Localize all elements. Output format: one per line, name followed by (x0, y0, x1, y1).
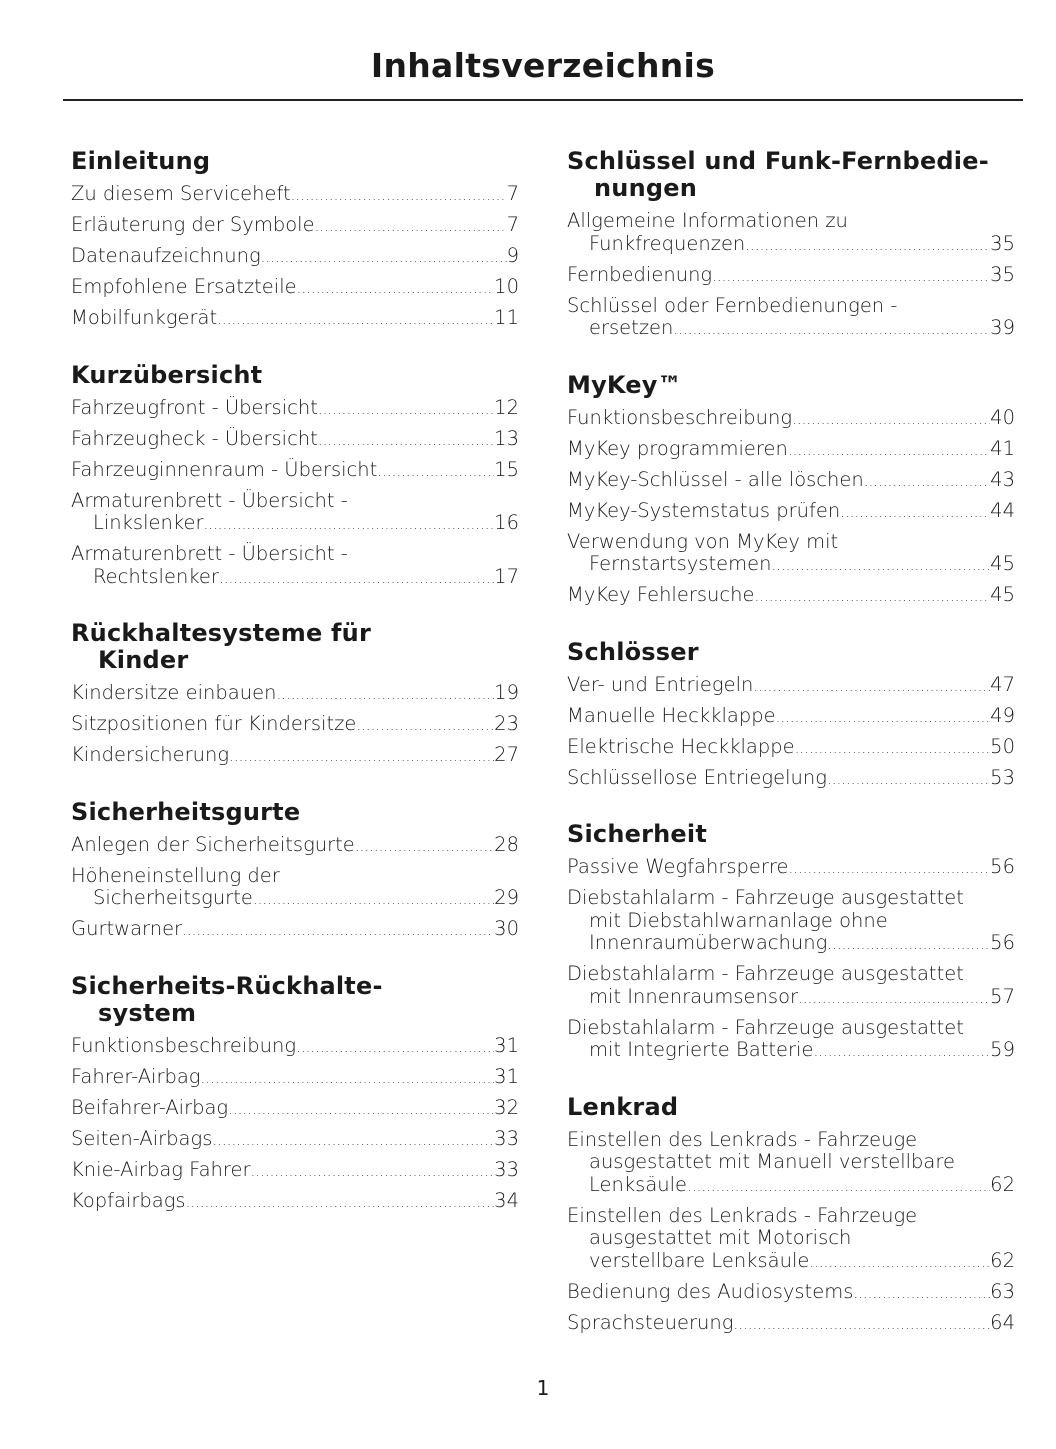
toc-entry-link[interactable] (567, 584, 1015, 608)
toc-entry-title: Bedienung des Audiosystems (567, 1279, 854, 1303)
toc-entry-page: 16 (494, 511, 519, 534)
dot-leader (788, 856, 990, 880)
dot-leader (827, 767, 990, 791)
toc-entry-link[interactable] (567, 1129, 1015, 1198)
toc-entry-page: 64 (990, 1310, 1015, 1334)
dot-leader (687, 1174, 990, 1198)
toc-entry-link[interactable] (71, 397, 519, 421)
dot-leader (182, 918, 494, 942)
toc-entry-last-line (567, 469, 1015, 493)
toc-entry-last-line (71, 1066, 519, 1090)
toc-entry-link[interactable] (71, 1066, 519, 1090)
toc-entry-title: Schlüssellose Entriegelung (567, 765, 827, 789)
toc-entry-page: 53 (990, 765, 1015, 789)
toc-entry-page: 28 (494, 832, 519, 856)
toc-entry-last-line (71, 1190, 519, 1214)
dot-leader (377, 459, 494, 483)
dot-leader (318, 397, 494, 421)
section-heading-line: MyKey™ (567, 370, 682, 399)
toc-entry-title: MyKey programmieren (567, 436, 788, 460)
toc-entry-link[interactable] (567, 887, 1015, 956)
toc-entry-link[interactable] (567, 469, 1015, 493)
toc-entry-title: Fernstartsystemen (589, 552, 772, 575)
dot-leader (219, 566, 494, 590)
dot-leader (792, 407, 990, 431)
dot-leader (356, 713, 494, 737)
toc-entry-title: Höheneinstellung der (71, 863, 280, 887)
section-heading (567, 1094, 1015, 1121)
toc-entry-link[interactable] (71, 428, 519, 452)
dot-leader (864, 469, 990, 493)
toc-entry-link[interactable] (567, 767, 1015, 791)
toc-entry-last-line (71, 512, 519, 536)
toc-entry-page: 19 (494, 681, 519, 704)
dot-leader (827, 932, 990, 956)
dot-leader (809, 1250, 990, 1274)
section-heading (567, 821, 1015, 848)
toc-column-right (567, 148, 1015, 1366)
toc-entry-page: 43 (990, 467, 1015, 491)
toc-entry-last-line (567, 317, 1015, 341)
toc-section (71, 973, 519, 1214)
dot-leader (201, 1066, 495, 1090)
toc-entry-page: 34 (494, 1188, 519, 1212)
toc-entry-title: Armaturenbrett - Übersicht - (71, 488, 348, 512)
toc-entry-link[interactable] (71, 1128, 519, 1152)
dot-leader (296, 1035, 494, 1059)
toc-entry-page: 56 (990, 855, 1015, 878)
section-heading (71, 799, 519, 826)
section-heading-line: Rückhaltesysteme für (71, 619, 371, 647)
toc-entry-title: Sprachsteuerung (567, 1310, 734, 1334)
toc-entry-title: MyKey Fehlersuche (567, 583, 755, 606)
toc-section (567, 372, 1015, 608)
toc-entry-page: 50 (990, 734, 1015, 758)
toc-entry-page: 10 (494, 275, 519, 298)
toc-entry-last-line (71, 887, 519, 911)
toc-entry-page: 9 (506, 244, 519, 267)
toc-entry-title: Einstellen des Lenkrads - Fahrzeuge (567, 1127, 918, 1151)
toc-entry-title: MyKey-Systemstatus prüfen (567, 498, 841, 522)
toc-entry-title: MyKey-Schlüssel - alle löschen (567, 467, 864, 491)
section-heading-line: Lenkrad (567, 1092, 679, 1121)
toc-entry-title: Diebstahlalarm - Fahrzeuge ausgestattet (567, 962, 964, 985)
toc-entry-link[interactable] (567, 210, 1015, 256)
toc-entry-title: Datenaufzeichnung (71, 244, 261, 267)
toc-entry-title: Passive Wegfahrsperre (567, 855, 789, 878)
toc-entry-last-line (567, 1281, 1015, 1305)
toc-entry-link[interactable] (567, 963, 1015, 1009)
toc-entry-page: 41 (990, 436, 1015, 460)
toc-entry-link[interactable] (71, 1097, 519, 1121)
dot-leader (251, 1159, 495, 1183)
section-heading-line: Kinder (98, 646, 189, 674)
toc-entry-title: Anlegen der Sicherheitsgurte (71, 832, 355, 856)
toc-entry-page: 17 (494, 564, 519, 588)
toc-entry-link[interactable] (71, 744, 519, 768)
toc-entry-last-line (71, 566, 519, 590)
toc-entry-page: 23 (494, 712, 519, 735)
dot-leader (754, 584, 990, 608)
toc-entry-link[interactable] (567, 295, 1015, 341)
section-heading-line: Sicherheitsgurte (71, 797, 301, 826)
dot-leader (795, 736, 991, 760)
dot-leader (840, 500, 990, 524)
dot-leader (228, 1097, 494, 1121)
toc-entry-link[interactable] (71, 245, 519, 269)
section-heading-line: system (98, 998, 197, 1027)
toc-entry-link[interactable] (71, 918, 519, 942)
toc-entry-last-line (71, 744, 519, 768)
toc-entry-page: 11 (494, 306, 519, 329)
toc-entry-page: 56 (990, 931, 1015, 954)
section-heading-line: Sicherheit (567, 820, 707, 848)
toc-entry-title: Kindersitze einbauen (71, 681, 277, 704)
toc-entry-title: ausgestattet mit Motorisch (589, 1226, 852, 1249)
toc-entry-title: mit Integrierte Batterie (589, 1038, 814, 1061)
toc-entry-page: 7 (506, 213, 519, 236)
toc-entry-title: Funktionsbeschreibung (567, 405, 793, 429)
toc-entry-page: 49 (990, 703, 1015, 727)
dot-leader (217, 307, 494, 331)
dot-leader (186, 1190, 495, 1214)
toc-section (71, 362, 519, 590)
toc-entry-title: Innenraumüberwachung (589, 931, 828, 954)
section-heading-line: Kurzübersicht (71, 360, 263, 389)
dot-leader (798, 986, 990, 1010)
toc-entry-page: 35 (990, 231, 1015, 255)
toc-entry-last-line (567, 856, 1015, 880)
toc-entry-page: 45 (990, 583, 1015, 606)
toc-entry-last-line (567, 932, 1015, 956)
toc-entry-title: Gurtwarner (71, 917, 183, 940)
dot-leader (261, 245, 507, 269)
toc-entry-title: Kopfairbags (71, 1188, 186, 1212)
toc-section (567, 821, 1015, 1063)
section-heading (71, 973, 519, 1027)
toc-entry-last-line (71, 428, 519, 452)
toc-entry-last-line (71, 1159, 519, 1183)
toc-entry-page: 15 (494, 457, 519, 481)
toc-entry-title: Sicherheitsgurte (93, 886, 253, 909)
toc-entry-title: verstellbare Lenksäule (589, 1248, 810, 1272)
dot-leader (733, 1312, 990, 1336)
dot-leader (203, 512, 494, 536)
toc-entry-title: Ver- und Entriegeln (567, 672, 754, 696)
toc-entry-link[interactable] (71, 1035, 519, 1059)
toc-entry-link[interactable] (71, 214, 519, 238)
toc-entry-link[interactable] (71, 1190, 519, 1214)
toc-entry-title: Fernbedienung (567, 262, 713, 286)
toc-entry-last-line (567, 1250, 1015, 1274)
toc-entry-last-line (71, 397, 519, 421)
toc-entry-title: Fahrzeugfront - Übersicht (71, 395, 318, 419)
toc-entry-last-line (567, 407, 1015, 431)
section-heading-line: Einleitung (71, 147, 211, 175)
dot-leader (712, 264, 990, 288)
toc-entry-last-line (567, 986, 1015, 1010)
toc-entry-title: Funktionsbeschreibung (71, 1033, 297, 1057)
toc-entry-title: Einstellen des Lenkrads - Fahrzeuge (567, 1203, 918, 1227)
toc-entry-page: 35 (990, 262, 1015, 286)
toc-entry-title: Kindersicherung (71, 743, 230, 766)
toc-entry-title: Manuelle Heckklappe (567, 703, 776, 727)
toc-entry-page: 62 (990, 1248, 1015, 1272)
toc-entry-title: Armaturenbrett - Übersicht - (71, 542, 348, 565)
dot-leader (788, 438, 990, 462)
toc-entry-page: 45 (990, 552, 1015, 575)
dot-leader (212, 1128, 494, 1152)
toc-section (567, 148, 1015, 341)
toc-entry-title: Schlüssel oder Fernbedienungen - (567, 293, 898, 317)
toc-entry-last-line (71, 214, 519, 238)
toc-entry-title: Fahrzeugheck - Übersicht (71, 426, 318, 450)
toc-entry-title: Allgemeine Informationen zu (567, 209, 848, 232)
toc-entry-link[interactable] (567, 1205, 1015, 1274)
toc-entry-link[interactable] (567, 1312, 1015, 1336)
section-heading (71, 362, 519, 389)
toc-entry-title: Seiten-Airbags (71, 1126, 213, 1150)
toc-entry-title: Mobilfunkgerät (71, 306, 218, 329)
section-heading (567, 148, 1015, 202)
dot-leader (776, 705, 991, 729)
toc-entry-title: Diebstahlalarm - Fahrzeuge ausgestattet (567, 886, 964, 909)
toc-entry-title: Empfohlene Ersatzteile (71, 275, 297, 298)
dot-leader (253, 887, 494, 911)
toc-entry-link[interactable] (71, 543, 519, 589)
toc-entry-title: mit Diebstahlwarnanlage ohne (589, 908, 888, 932)
toc-entry-link[interactable] (71, 459, 519, 483)
dot-leader (276, 682, 494, 706)
toc-entry-link[interactable] (567, 1281, 1015, 1305)
toc-entry-title: Sitzpositionen für Kindersitze (71, 712, 357, 735)
dot-leader (673, 317, 990, 341)
dot-leader (318, 428, 494, 452)
toc-entry-title: Zu diesem Serviceheft (71, 182, 291, 205)
toc-column-left (71, 148, 519, 1244)
toc-entry-last-line (71, 1097, 519, 1121)
toc-entry-last-line (567, 1174, 1015, 1198)
toc-entry-title: ersetzen (589, 316, 674, 339)
title-divider (63, 99, 1023, 101)
section-heading-line: Schlüssel und Funk-Fernbedie- (567, 147, 989, 175)
toc-entry-title: Knie-Airbag Fahrer (71, 1157, 251, 1181)
toc-entry-last-line (567, 233, 1015, 257)
section-heading-line: Schlösser (567, 637, 699, 666)
toc-entry-page: 39 (990, 316, 1015, 339)
toc-entry-last-line (567, 264, 1015, 288)
toc-entry-last-line (71, 307, 519, 331)
toc-entry-page: 31 (494, 1033, 519, 1057)
toc-entry-page: 29 (494, 886, 519, 909)
toc-entry-last-line (567, 674, 1015, 698)
section-heading (567, 639, 1015, 666)
dot-leader (745, 233, 990, 257)
toc-entry-page: 33 (494, 1126, 519, 1150)
toc-entry-page: 40 (990, 405, 1015, 429)
toc-entry-last-line (567, 1312, 1015, 1336)
toc-entry-title: Funkfrequenzen (589, 231, 746, 255)
dot-leader (291, 183, 507, 207)
toc-entry-last-line (567, 705, 1015, 729)
dot-leader (853, 1281, 990, 1305)
toc-entry-title: Diebstahlalarm - Fahrzeuge ausgestattet (567, 1015, 964, 1039)
toc-entry-link[interactable] (71, 276, 519, 300)
toc-entry-last-line (71, 834, 519, 858)
toc-entry-page: 27 (494, 743, 519, 766)
toc-entry-title: Verwendung von MyKey mit (567, 529, 839, 553)
dot-leader (229, 744, 494, 768)
toc-entry-link[interactable] (567, 705, 1015, 729)
toc-entry-page: 63 (990, 1279, 1015, 1303)
toc-entry-link[interactable] (71, 834, 519, 858)
toc-entry-link[interactable] (71, 307, 519, 331)
toc-entry-link[interactable] (71, 713, 519, 737)
toc-entry-last-line (71, 1035, 519, 1059)
toc-entry-link[interactable] (567, 736, 1015, 760)
toc-entry-link[interactable] (71, 183, 519, 207)
dot-leader (297, 276, 495, 300)
toc-entry-title: ausgestattet mit Manuell verstellbare (589, 1150, 955, 1173)
toc-entry-last-line (71, 183, 519, 207)
toc-entry-last-line (71, 1128, 519, 1152)
toc-entry-link[interactable] (567, 438, 1015, 462)
toc-entry-link[interactable] (567, 407, 1015, 431)
toc-entry-page: 31 (494, 1064, 519, 1088)
toc-entry-page: 62 (990, 1172, 1015, 1196)
dot-leader (355, 834, 494, 858)
toc-entry-page: 57 (990, 984, 1015, 1008)
toc-section (71, 799, 519, 942)
toc-entry-last-line (567, 584, 1015, 608)
toc-entry-link[interactable] (567, 500, 1015, 524)
toc-entry-link[interactable] (567, 674, 1015, 698)
toc-entry-title: Elektrische Heckklappe (567, 734, 795, 758)
toc-entry-title: mit Innenraumsensor (589, 984, 799, 1008)
toc-entry-link[interactable] (567, 856, 1015, 880)
toc-entry-link[interactable] (71, 682, 519, 706)
toc-entry-link[interactable] (71, 865, 519, 911)
page-number: 1 (536, 1376, 550, 1400)
toc-entry-page: 47 (990, 672, 1015, 696)
toc-entry-page: 30 (494, 917, 519, 940)
toc-entry-page: 7 (506, 182, 519, 205)
toc-entry-link[interactable] (71, 490, 519, 536)
toc-entry-link[interactable] (567, 531, 1015, 577)
toc-entry-page: 12 (494, 395, 519, 419)
toc-entry-title: Fahrer-Airbag (71, 1064, 201, 1088)
toc-entry-last-line (71, 245, 519, 269)
toc-entry-title: Beifahrer-Airbag (71, 1095, 229, 1119)
toc-entry-last-line (71, 276, 519, 300)
toc-entry-page: 33 (494, 1157, 519, 1181)
section-heading (71, 148, 519, 175)
toc-entry-title: Erläuterung der Symbole (71, 213, 315, 236)
section-heading (567, 372, 1015, 399)
toc-entry-page: 32 (494, 1095, 519, 1119)
dot-leader (315, 214, 507, 238)
toc-entry-page: 59 (990, 1038, 1015, 1061)
toc-entry-title: Lenksäule (589, 1172, 688, 1196)
toc-entry-last-line (71, 459, 519, 483)
toc-entry-last-line (71, 713, 519, 737)
toc-section (71, 620, 519, 768)
toc-section (71, 148, 519, 331)
dot-leader (813, 1039, 990, 1063)
toc-entry-link[interactable] (71, 1159, 519, 1183)
toc-entry-last-line (71, 918, 519, 942)
toc-entry-last-line (567, 500, 1015, 524)
toc-entry-last-line (567, 553, 1015, 577)
toc-entry-last-line (567, 736, 1015, 760)
section-heading (71, 620, 519, 674)
section-heading-line: Sicherheits-Rückhalte- (71, 971, 383, 1000)
toc-section (567, 639, 1015, 791)
toc-entry-last-line (567, 438, 1015, 462)
toc-entry-page: 44 (990, 498, 1015, 522)
page-title: Inhaltsverzeichnis (370, 46, 716, 85)
toc-entry-last-line (71, 682, 519, 706)
toc-entry-title: Rechtslenker (93, 564, 219, 588)
toc-entry-title: Fahrzeuginnenraum - Übersicht (71, 457, 378, 481)
toc-entry-link[interactable] (567, 1017, 1015, 1063)
toc-entry-page: 13 (494, 426, 519, 450)
dot-leader (771, 553, 990, 577)
toc-entry-link[interactable] (567, 264, 1015, 288)
dot-leader (753, 674, 990, 698)
toc-entry-last-line (567, 767, 1015, 791)
toc-entry-last-line (567, 1039, 1015, 1063)
section-heading-line: nungen (594, 174, 698, 202)
toc-section (567, 1094, 1015, 1336)
toc-entry-title: Linkslenker (93, 511, 204, 534)
